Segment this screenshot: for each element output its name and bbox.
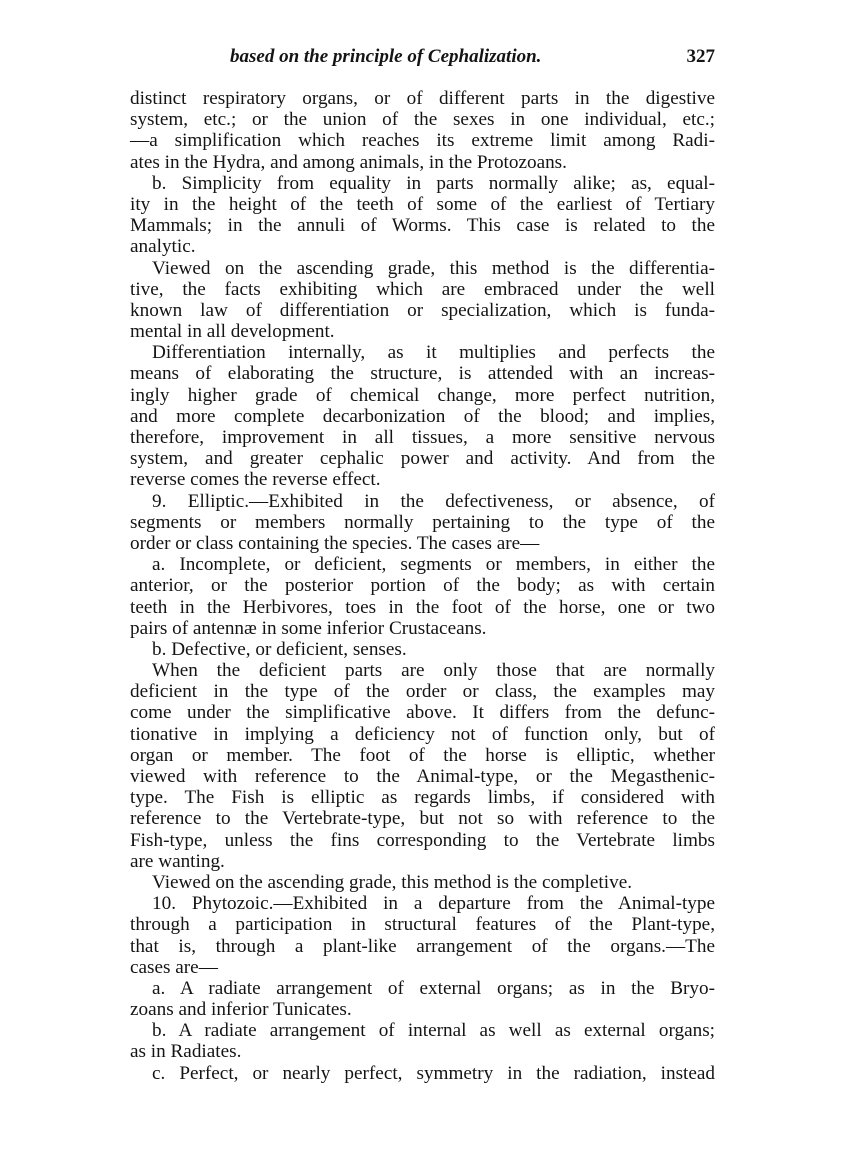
text-line: and more complete decarbonization of the blood; and implies, <box>130 405 715 427</box>
text-line: therefore, improvement in all tissues, a more sensitive nervous <box>130 427 715 448</box>
text-line: Mammals; in the annuli of Worms. This case is related to the <box>130 215 715 237</box>
text-line: zoans and inferior Tunicates. <box>130 999 352 1021</box>
text-line: Viewed on the ascending grade, this method is the completive. <box>152 871 633 893</box>
text-line: When the deficient parts are only those that are normally <box>152 660 715 682</box>
text-line: through a participation in structural features of the Plant-type, <box>130 914 715 936</box>
text-line: reference to the Vertebrate-type, but not so with reference to the <box>130 808 715 830</box>
text-line: system, etc.; or the union of the sexes in one individual, etc.; <box>130 109 715 131</box>
text-line: analytic. <box>130 236 196 258</box>
text-line: tive, the facts exhibiting which are embraced under the well <box>130 278 715 300</box>
text-line: —a simplification which reaches its extreme limit among Radi- <box>130 130 715 152</box>
text-line: ingly higher grade of chemical change, more perfect nutrition, <box>130 384 715 406</box>
text-line: Fish-type, unless the fins corresponding to the Vertebrate limbs <box>130 829 715 851</box>
page-header <box>130 46 715 74</box>
text-line: segments or members normally pertaining to the type of the <box>130 511 715 533</box>
text-line: order or class containing the species. The cases are— <box>130 532 540 554</box>
body-text <box>130 88 715 1084</box>
text-line: ity in the height of the teeth of some of the earliest of Tertiary <box>130 193 715 215</box>
text-line: organ or member. The foot of the horse is elliptic, whether <box>130 744 715 766</box>
text-line: a. A radiate arrangement of external organs; as in the Bryo- <box>152 977 715 999</box>
text-line: as in Radiates. <box>130 1041 242 1063</box>
text-line: 10. Phytozoic.—Exhibited in a departure from the Animal-type <box>152 893 715 915</box>
page-number: 327 <box>686 46 715 67</box>
text-line: cases are— <box>130 956 218 978</box>
text-line: viewed with reference to the Animal-type, or the Megasthenic- <box>130 766 715 787</box>
text-line: Differentiation internally, as it multiplies and perfects the <box>152 342 715 364</box>
text-line: mental in all development. <box>130 321 335 343</box>
text-line: c. Perfect, or nearly perfect, symmetry in the radiation, instead <box>152 1062 715 1084</box>
text-line: b. Defective, or deficient, senses. <box>152 638 407 660</box>
text-line: anterior, or the posterior portion of the body; as with certain <box>130 575 715 597</box>
text-line: are wanting. <box>130 850 225 872</box>
text-line: 9. Elliptic.—Exhibited in the defectiveness, or absence, of <box>152 490 715 512</box>
text-line: a. Incomplete, or deficient, segments or members, in either the <box>152 554 715 576</box>
text-line: pairs of antennæ in some inferior Crustaceans. <box>130 617 487 639</box>
text-line: type. The Fish is elliptic as regards limbs, if considered with <box>130 787 715 809</box>
text-line: come under the simplificative above. It differs from the defunc- <box>130 702 715 724</box>
text-line: known law of differentiation or specialization, which is funda- <box>130 299 715 321</box>
text-line: Viewed on the ascending grade, this method is the differentia- <box>152 257 715 279</box>
text-line: means of elaborating the structure, is attended with an increas- <box>130 363 715 385</box>
text-line: b. Simplicity from equality in parts normally alike; as, equal- <box>152 172 715 194</box>
text-line: system, and greater cephalic power and activity. And from the <box>130 448 715 470</box>
text-line: ates in the Hydra, and among animals, in the Protozoans. <box>130 151 567 173</box>
text-line: deficient in the type of the order or class, the examples may <box>130 681 715 703</box>
text-line: teeth in the Herbivores, toes in the foot of the horse, one or two <box>130 596 715 618</box>
text-line: reverse comes the reverse effect. <box>130 469 381 491</box>
text-line: b. A radiate arrangement of internal as well as external organs; <box>152 1020 715 1042</box>
text-line: tionative in implying a deficiency not of function only, but of <box>130 723 715 745</box>
text-line: distinct respiratory organs, or of different parts in the digestive <box>130 88 715 109</box>
running-title: based on the principle of Cephalization. <box>230 46 542 67</box>
text-line: that is, through a plant-like arrangement of the organs.—The <box>130 935 715 957</box>
